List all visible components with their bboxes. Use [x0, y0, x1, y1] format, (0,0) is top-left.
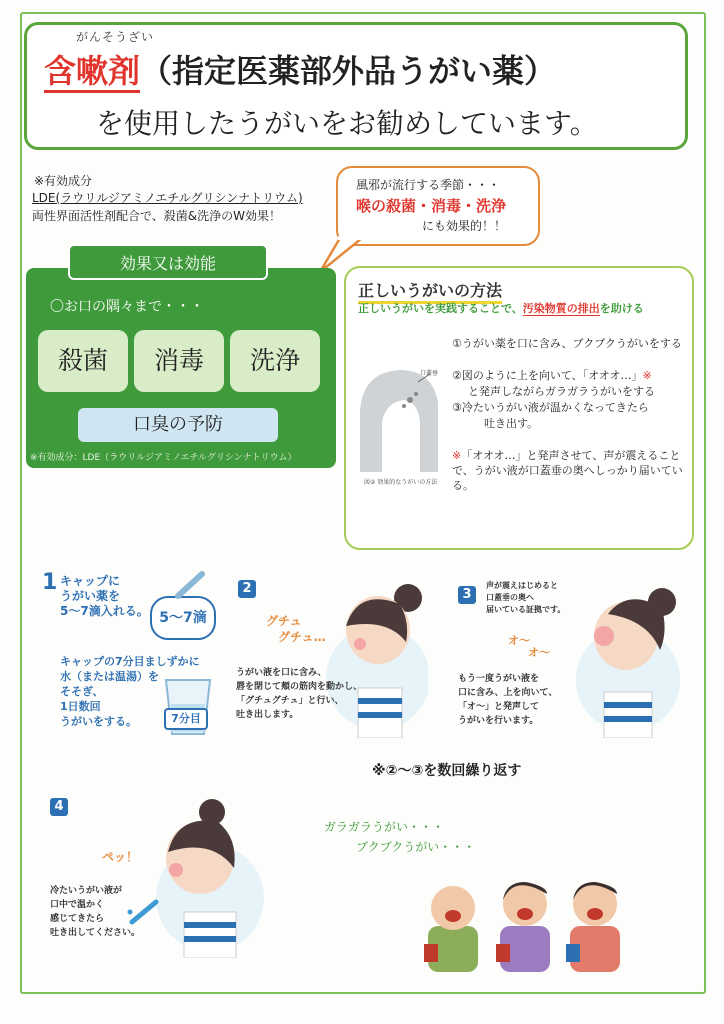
method-note: [452, 448, 686, 493]
chip-sterilize: 殺菌: [38, 330, 128, 392]
step4-line1: 冷たいうがい液が: [50, 886, 123, 896]
method-step1: ①うがい薬を口に含み、ブクブクうがいをする: [452, 337, 682, 350]
method-step2-ast: ※: [642, 369, 652, 382]
repeat-note: ※②～③を数回繰り返す: [372, 763, 522, 779]
step3-top1: 声が震えはじめると: [486, 581, 558, 590]
title-rest: （指定医薬部外品うがい薬）: [140, 52, 557, 90]
page-subtitle: を使用したうがいをお勧めしています。: [96, 107, 598, 140]
woman-illustration-3: [568, 584, 688, 738]
step2-text: [236, 666, 362, 722]
title-red: 含嗽剤: [44, 52, 140, 93]
step4-badge: 4: [50, 798, 68, 816]
step3-line3: 「オ～」と発声して: [458, 702, 540, 712]
gargle-text: ガラガラうがい・・・: [324, 820, 445, 834]
fig-caption: 図② 効果的なうがいの方法: [364, 479, 438, 486]
step1-text: [60, 574, 149, 619]
method-note-ast: ※: [452, 449, 462, 462]
step3-top: [486, 580, 565, 616]
ingredient-label: ※有効成分: [34, 174, 93, 188]
step1b-c: そそぎ、: [60, 685, 104, 698]
drops-badge: 5～7滴: [150, 596, 216, 640]
step4-text: [50, 884, 140, 940]
step4-sound: ペッ！: [102, 850, 139, 864]
method-note-text: 「オオオ…」と発声させて、声が震えることで、うがい液が口蓋垂の奥へしっかり届いている。: [452, 449, 683, 492]
level-badge: 7分目: [164, 708, 208, 730]
title-ruby: がんそうざい: [76, 30, 155, 44]
method-sub: [358, 300, 644, 316]
step3-sound1: オ～: [508, 634, 530, 647]
step3-sound2: オ～: [528, 646, 550, 659]
method-sub-b: 汚染物質の排出: [522, 302, 600, 315]
bubble-line2: 喉の殺菌・消毒・洗浄: [356, 197, 507, 215]
step2-sound1: グチュ: [266, 614, 302, 628]
method-step2-text: ②図のように上を向いて、「オオオ…」: [452, 369, 643, 382]
step1-text-b: うがい薬を: [60, 589, 121, 603]
step4-line3: 感じてきたら: [50, 914, 105, 924]
step3-line2: 口に含み、上を向いて、: [458, 688, 558, 698]
method-step3b: 吐き出す。: [484, 417, 539, 430]
page-title: [44, 46, 556, 92]
step1-text-c: 5～7滴入れる。: [60, 604, 149, 618]
step1-text-a: キャップに: [60, 574, 121, 588]
chip-wash: 洗浄: [230, 330, 320, 392]
method-sub-a: 正しいうがいを実践することで、: [358, 302, 523, 315]
step2-line4: 吐き出します。: [236, 710, 299, 720]
step2-sound2: グチュ…: [278, 630, 326, 644]
step1b-e: うがいをする。: [60, 715, 137, 728]
efficacy-note: ※有効成分：LDE（ラウリルジアミノエチルグリシンナトリウム）: [30, 453, 297, 463]
fig-label: 口蓋垂: [420, 370, 439, 377]
step3-badge: 3: [458, 586, 476, 604]
step3-text: [458, 672, 557, 728]
step2-line3: 「グチュグチュ」と行い、: [236, 696, 344, 706]
method-step3: ③冷たいうがい液が温かくなってきたら: [452, 401, 649, 414]
step1b-d: 1日数回: [60, 700, 101, 713]
family-illustration: [416, 868, 636, 972]
step1b-b: 水（または温湯）を: [60, 670, 159, 683]
ingredient-desc: 両性界面活性剤配合で、殺菌&洗浄のW効果！: [32, 209, 281, 223]
method-sub-c: を助ける: [599, 302, 644, 315]
step3-top3: 届いている証拠です。: [486, 605, 566, 614]
method-title: 正しいうがいの方法: [358, 278, 502, 304]
breath-badge: 口臭の予防: [78, 408, 278, 442]
step4-line2: 口中で温かく: [50, 900, 105, 910]
rinse-text: ブクブクうがい・・・: [356, 840, 476, 854]
step3-line4: うがいを行います。: [458, 716, 539, 726]
step4-line4: 吐き出してください。: [50, 928, 141, 938]
step3-line1: もう一度うがい液を: [458, 674, 540, 684]
dropper-icon: [172, 570, 212, 600]
bubble-line3: にも効果的！！: [422, 219, 507, 233]
efficacy-tab: 効果又は効能: [68, 244, 268, 280]
bubble-line1: 風邪が流行する季節・・・: [356, 178, 501, 192]
chip-disinfect: 消毒: [134, 330, 224, 392]
step1-number: 1: [42, 570, 58, 595]
step2-badge: 2: [238, 580, 256, 598]
step1b-a: キャップの7分目ましずかに: [60, 655, 200, 668]
method-step2: [452, 368, 690, 383]
step3-top2: 口蓋垂の奥へ: [486, 593, 534, 602]
method-step2b: と発声しながらガラガラうがいをする: [468, 385, 655, 398]
woman-illustration-4: [140, 798, 270, 958]
ingredient-name: LDE(ラウリルジアミノエチルグリシンナトリウム): [32, 191, 303, 205]
step2-line2: 唇を閉じて頬の筋肉を動かし、: [236, 682, 363, 692]
efficacy-mouth: 〇お口の隅々まで・・・: [50, 299, 204, 315]
step2-line1: うがい液を口に含み、: [236, 668, 327, 678]
